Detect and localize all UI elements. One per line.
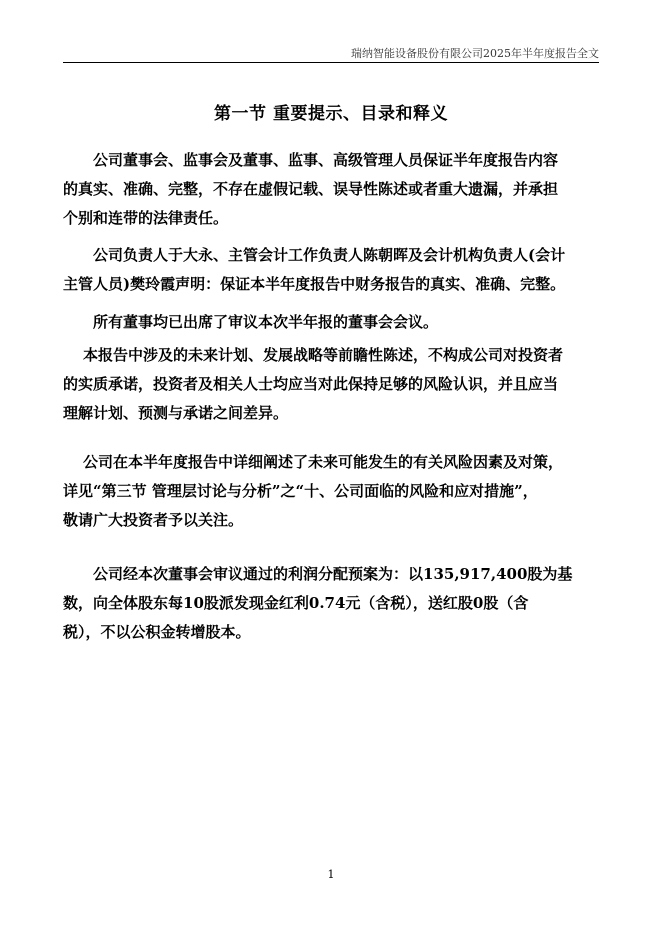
paragraph-line: 数，向全体股东每10股派发现金红利0.74元（含税），送红股0股（含 xyxy=(63,594,529,612)
paragraph-profit-distribution xyxy=(63,560,583,647)
running-header: 瑞纳智能设备股份有限公司2025年半年度报告全文 xyxy=(351,47,599,60)
paragraph-line: 的实质承诺，投资者及相关人士均应当对此保持足够的风险认识，并且应当 xyxy=(63,375,559,393)
paragraph-attendance xyxy=(63,308,583,337)
paragraph-line: 的真实、准确、完整，不存在虚假记载、误导性陈述或者重大遗漏，并承担 xyxy=(63,180,559,198)
paragraph-line: 公司负责人于大永、主管会计工作负责人陈朝晖及会计机构负责人(会计 xyxy=(93,246,566,264)
page-number: 1 xyxy=(327,868,335,881)
paragraph-forward-looking xyxy=(63,341,583,428)
paragraph-line: 个别和连带的法律责任。 xyxy=(63,209,229,227)
paragraph-line: 公司董事会、监事会及董事、监事、高级管理人员保证半年度报告内容 xyxy=(93,151,559,169)
paragraph-line: 税），不以公积金转增股本。 xyxy=(63,623,251,641)
section-title: 第一节 重要提示、目录和释义 xyxy=(214,104,448,124)
paragraph-line: 理解计划、预测与承诺之间差异。 xyxy=(63,404,289,422)
paragraph-line: 公司经本次董事会审议通过的利润分配预案为：以135,917,400股为基 xyxy=(93,565,573,583)
paragraph-line: 公司在本半年度报告中详细阐述了未来可能发生的有关风险因素及对策， xyxy=(83,453,564,471)
paragraph-line: 本报告中涉及的未来计划、发展战略等前瞻性陈述，不构成公司对投资者 xyxy=(83,346,564,364)
paragraph-line: 敬请广大投资者予以关注。 xyxy=(63,511,244,529)
paragraph-line: 主管人员)樊玲霞声明：保证本半年度报告中财务报告的真实、准确、完整。 xyxy=(63,275,566,293)
paragraph-board-guarantee xyxy=(63,146,583,233)
header-divider xyxy=(63,62,599,63)
paragraph-responsible-persons xyxy=(63,241,583,299)
paragraph-line: 详见“第三节 管理层讨论与分析”之“十、公司面临的风险和应对措施”， xyxy=(63,482,538,500)
paragraph-risk-factors xyxy=(63,448,583,535)
paragraph-line: 所有董事均已出席了审议本次半年报的董事会会议。 xyxy=(93,313,439,331)
